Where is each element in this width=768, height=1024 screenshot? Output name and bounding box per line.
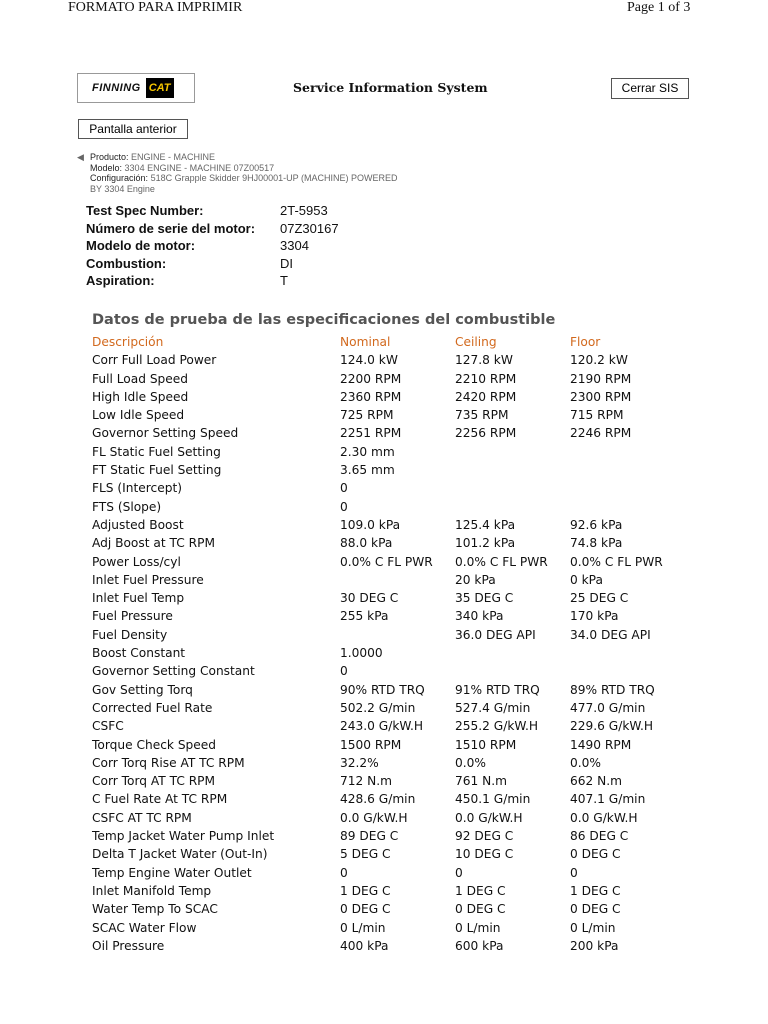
cell-nominal: 0.0% C FL PWR [340, 554, 433, 569]
cell-floor: 0 L/min [570, 920, 616, 935]
cell-nominal: 90% RTD TRQ [340, 682, 425, 697]
spec-row [86, 203, 339, 221]
cell-floor: 477.0 G/min [570, 700, 646, 715]
spec-row [86, 256, 339, 274]
cell-ceiling: 0 L/min [455, 920, 501, 935]
cell-nominal: 1 DEG C [340, 883, 391, 898]
cell-nominal: 712 N.m [340, 774, 392, 789]
cell-description: Oil Pressure [92, 938, 165, 953]
cell-description: Fuel Pressure [92, 609, 173, 624]
cell-nominal: 725 RPM [340, 408, 394, 423]
cell-ceiling: 127.8 kW [455, 353, 513, 368]
cell-ceiling: 1510 RPM [455, 737, 517, 752]
cell-description: Corrected Fuel Rate [92, 700, 213, 715]
cell-floor: 0 DEG C [570, 847, 621, 862]
cell-ceiling: 101.2 kPa [455, 536, 516, 551]
cell-floor: 0 DEG C [570, 902, 621, 917]
cell-floor: 715 RPM [570, 408, 624, 423]
cell-ceiling: 36.0 DEG API [455, 627, 536, 642]
cell-description: Inlet Fuel Temp [92, 591, 185, 606]
cell-description: Inlet Manifold Temp [92, 883, 212, 898]
cell-nominal: 255 kPa [340, 609, 389, 624]
breadcrumb-config-label: Configuración: [90, 173, 149, 183]
cell-ceiling: 600 kPa [455, 938, 504, 953]
cell-nominal: 1.0000 [340, 646, 383, 661]
cell-description: CSFC AT TC RPM [92, 810, 192, 825]
cell-nominal: 1500 RPM [340, 737, 402, 752]
cell-description: Corr Full Load Power [92, 353, 217, 368]
spec-key: Combustion: [86, 255, 167, 271]
cell-nominal: 2.30 mm [340, 444, 395, 459]
cell-nominal: 0 [340, 664, 348, 679]
column-header-floor: Floor [570, 335, 601, 349]
spec-key: Modelo de motor: [86, 238, 196, 254]
cell-description: FLS (Intercept) [92, 481, 182, 496]
cell-description: CSFC [92, 719, 124, 734]
cell-ceiling: 255.2 G/kW.H [455, 719, 539, 734]
spec-value: 3304 [280, 238, 309, 254]
cell-ceiling: 0.0% [455, 755, 486, 770]
cell-floor: 0 kPa [570, 572, 603, 587]
spec-key: Aspiration: [86, 273, 155, 289]
cell-nominal: 2200 RPM [340, 371, 402, 386]
column-header-ceiling: Ceiling [455, 335, 497, 349]
cell-nominal: 2251 RPM [340, 426, 402, 441]
spec-key: Número de serie del motor: [86, 220, 256, 236]
cell-description: Gov Setting Torq [92, 682, 193, 697]
cell-nominal: 0 L/min [340, 920, 386, 935]
cell-nominal: 428.6 G/min [340, 792, 416, 807]
cell-nominal: 89 DEG C [340, 829, 399, 844]
cell-floor: 0 [570, 865, 578, 880]
cell-nominal: 0 DEG C [340, 902, 391, 917]
cell-ceiling: 340 kPa [455, 609, 504, 624]
cell-floor: 34.0 DEG API [570, 627, 651, 642]
cell-floor: 1490 RPM [570, 737, 632, 752]
cell-floor: 229.6 G/kW.H [570, 719, 654, 734]
cell-description: FL Static Fuel Setting [92, 444, 221, 459]
cell-floor: 407.1 G/min [570, 792, 646, 807]
cell-ceiling: 450.1 G/min [455, 792, 531, 807]
spec-row [86, 238, 339, 256]
breadcrumb-config [90, 173, 397, 184]
finning-logo-text: FINNING [92, 82, 141, 94]
cell-floor: 170 kPa [570, 609, 619, 624]
cell-description: Low Idle Speed [92, 408, 185, 423]
cell-description: Corr Torq AT TC RPM [92, 774, 216, 789]
cell-floor: 2300 RPM [570, 389, 632, 404]
cell-floor: 2246 RPM [570, 426, 632, 441]
cell-ceiling: 91% RTD TRQ [455, 682, 540, 697]
breadcrumb-model [90, 163, 397, 174]
breadcrumb-product [90, 152, 397, 163]
cell-description: FTS (Slope) [92, 499, 162, 514]
finning-cat-logo [77, 73, 195, 103]
cell-description: Delta T Jacket Water (Out-In) [92, 847, 268, 862]
spec-value: DI [280, 255, 293, 271]
cell-floor: 200 kPa [570, 938, 619, 953]
cell-nominal: 0 [340, 865, 348, 880]
cell-description: FT Static Fuel Setting [92, 463, 222, 478]
cell-description: Temp Engine Water Outlet [92, 865, 252, 880]
column-header-description: Descripción [92, 335, 164, 349]
cell-description: Fuel Density [92, 627, 168, 642]
back-arrow-icon[interactable]: ◀ [77, 152, 84, 162]
section-title: Datos de prueba de las especificaciones del combustible [92, 312, 556, 328]
cell-ceiling: 527.4 G/min [455, 700, 531, 715]
cell-description: C Fuel Rate At TC RPM [92, 792, 228, 807]
cell-nominal: 30 DEG C [340, 591, 399, 606]
cell-ceiling: 2420 RPM [455, 389, 517, 404]
cell-ceiling: 125.4 kPa [455, 517, 516, 532]
column-header-nominal: Nominal [340, 335, 391, 349]
cell-description: Adj Boost at TC RPM [92, 536, 215, 551]
cell-nominal: 109.0 kPa [340, 517, 401, 532]
cell-nominal: 88.0 kPa [340, 536, 393, 551]
cell-description: Power Loss/cyl [92, 554, 181, 569]
cell-description: Governor Setting Constant [92, 664, 255, 679]
breadcrumb-config-continuation: BY 3304 Engine [90, 183, 155, 194]
cell-description: Water Temp To SCAC [92, 902, 218, 917]
breadcrumb-product-value: ENGINE - MACHINE [131, 152, 216, 162]
cell-nominal: 5 DEG C [340, 847, 391, 862]
spec-key: Test Spec Number: [86, 203, 204, 218]
cell-nominal: 32.2% [340, 755, 379, 770]
print-format-label: FORMATO PARA IMPRIMIR [68, 0, 243, 15]
cell-description: SCAC Water Flow [92, 920, 197, 935]
cell-floor: 25 DEG C [570, 591, 629, 606]
cell-ceiling: 35 DEG C [455, 591, 514, 606]
cell-floor: 86 DEG C [570, 829, 629, 844]
cell-nominal: 502.2 G/min [340, 700, 416, 715]
cell-floor: 2190 RPM [570, 371, 632, 386]
spec-row [86, 221, 339, 239]
spec-row [86, 273, 339, 291]
cell-ceiling: 2210 RPM [455, 371, 517, 386]
cell-ceiling: 0 [455, 865, 463, 880]
cell-description: Boost Constant [92, 646, 186, 661]
cell-ceiling: 1 DEG C [455, 883, 506, 898]
spec-value: 2T-5953 [280, 203, 328, 218]
breadcrumb-config-value: 518C Grapple Skidder 9HJ00001-UP (MACHINE) POWERED [150, 173, 398, 183]
cell-floor: 92.6 kPa [570, 517, 623, 532]
cell-description: Adjusted Boost [92, 517, 184, 532]
breadcrumb-model-value: 3304 ENGINE - MACHINE 07Z00517 [124, 162, 275, 173]
cell-floor: 1 DEG C [570, 883, 621, 898]
cell-nominal: 0 [340, 499, 348, 514]
cell-floor: 0.0 G/kW.H [570, 810, 638, 825]
spec-value: T [280, 273, 288, 289]
cell-nominal: 3.65 mm [340, 463, 395, 478]
cell-floor: 89% RTD TRQ [570, 682, 655, 697]
cell-nominal: 243.0 G/kW.H [340, 719, 424, 734]
cell-nominal: 400 kPa [340, 938, 389, 953]
print-header [0, 0, 768, 20]
breadcrumb [77, 152, 397, 194]
cell-ceiling: 0 DEG C [455, 902, 506, 917]
cell-nominal: 2360 RPM [340, 389, 402, 404]
cell-floor: 662 N.m [570, 774, 622, 789]
cat-logo-text: CAT [146, 78, 174, 98]
cell-ceiling: 0.0% C FL PWR [455, 554, 548, 569]
page-title: Service Information System [293, 80, 488, 95]
close-sis-button[interactable]: Cerrar SIS [611, 78, 689, 99]
spec-summary [86, 203, 339, 291]
cell-nominal: 124.0 kW [340, 353, 398, 368]
cell-description: Full Load Speed [92, 371, 189, 386]
cell-ceiling: 10 DEG C [455, 847, 514, 862]
page-indicator: Page 1 of 3 [627, 0, 691, 15]
breadcrumb-product-label: Producto: [90, 152, 129, 162]
cell-floor: 74.8 kPa [570, 536, 623, 551]
cell-description: Temp Jacket Water Pump Inlet [92, 829, 275, 844]
cell-nominal: 0 [340, 481, 348, 496]
spec-value: 07Z30167 [280, 220, 339, 236]
cell-nominal: 0.0 G/kW.H [340, 810, 408, 825]
cell-description: Governor Setting Speed [92, 426, 239, 441]
cell-floor: 0.0% [570, 755, 601, 770]
cell-floor: 120.2 kW [570, 353, 628, 368]
breadcrumb-model-label: Modelo: [90, 162, 123, 173]
cell-ceiling: 20 kPa [455, 572, 496, 587]
cell-floor: 0.0% C FL PWR [570, 554, 663, 569]
previous-screen-button[interactable]: Pantalla anterior [78, 119, 188, 139]
cell-ceiling: 0.0 G/kW.H [455, 810, 523, 825]
cell-description: High Idle Speed [92, 389, 189, 404]
cell-ceiling: 2256 RPM [455, 426, 517, 441]
cell-description: Torque Check Speed [92, 737, 217, 752]
cell-ceiling: 92 DEG C [455, 829, 514, 844]
cell-description: Corr Torq Rise AT TC RPM [92, 755, 245, 770]
cell-description: Inlet Fuel Pressure [92, 572, 204, 587]
cell-ceiling: 735 RPM [455, 408, 509, 423]
cell-ceiling: 761 N.m [455, 774, 507, 789]
